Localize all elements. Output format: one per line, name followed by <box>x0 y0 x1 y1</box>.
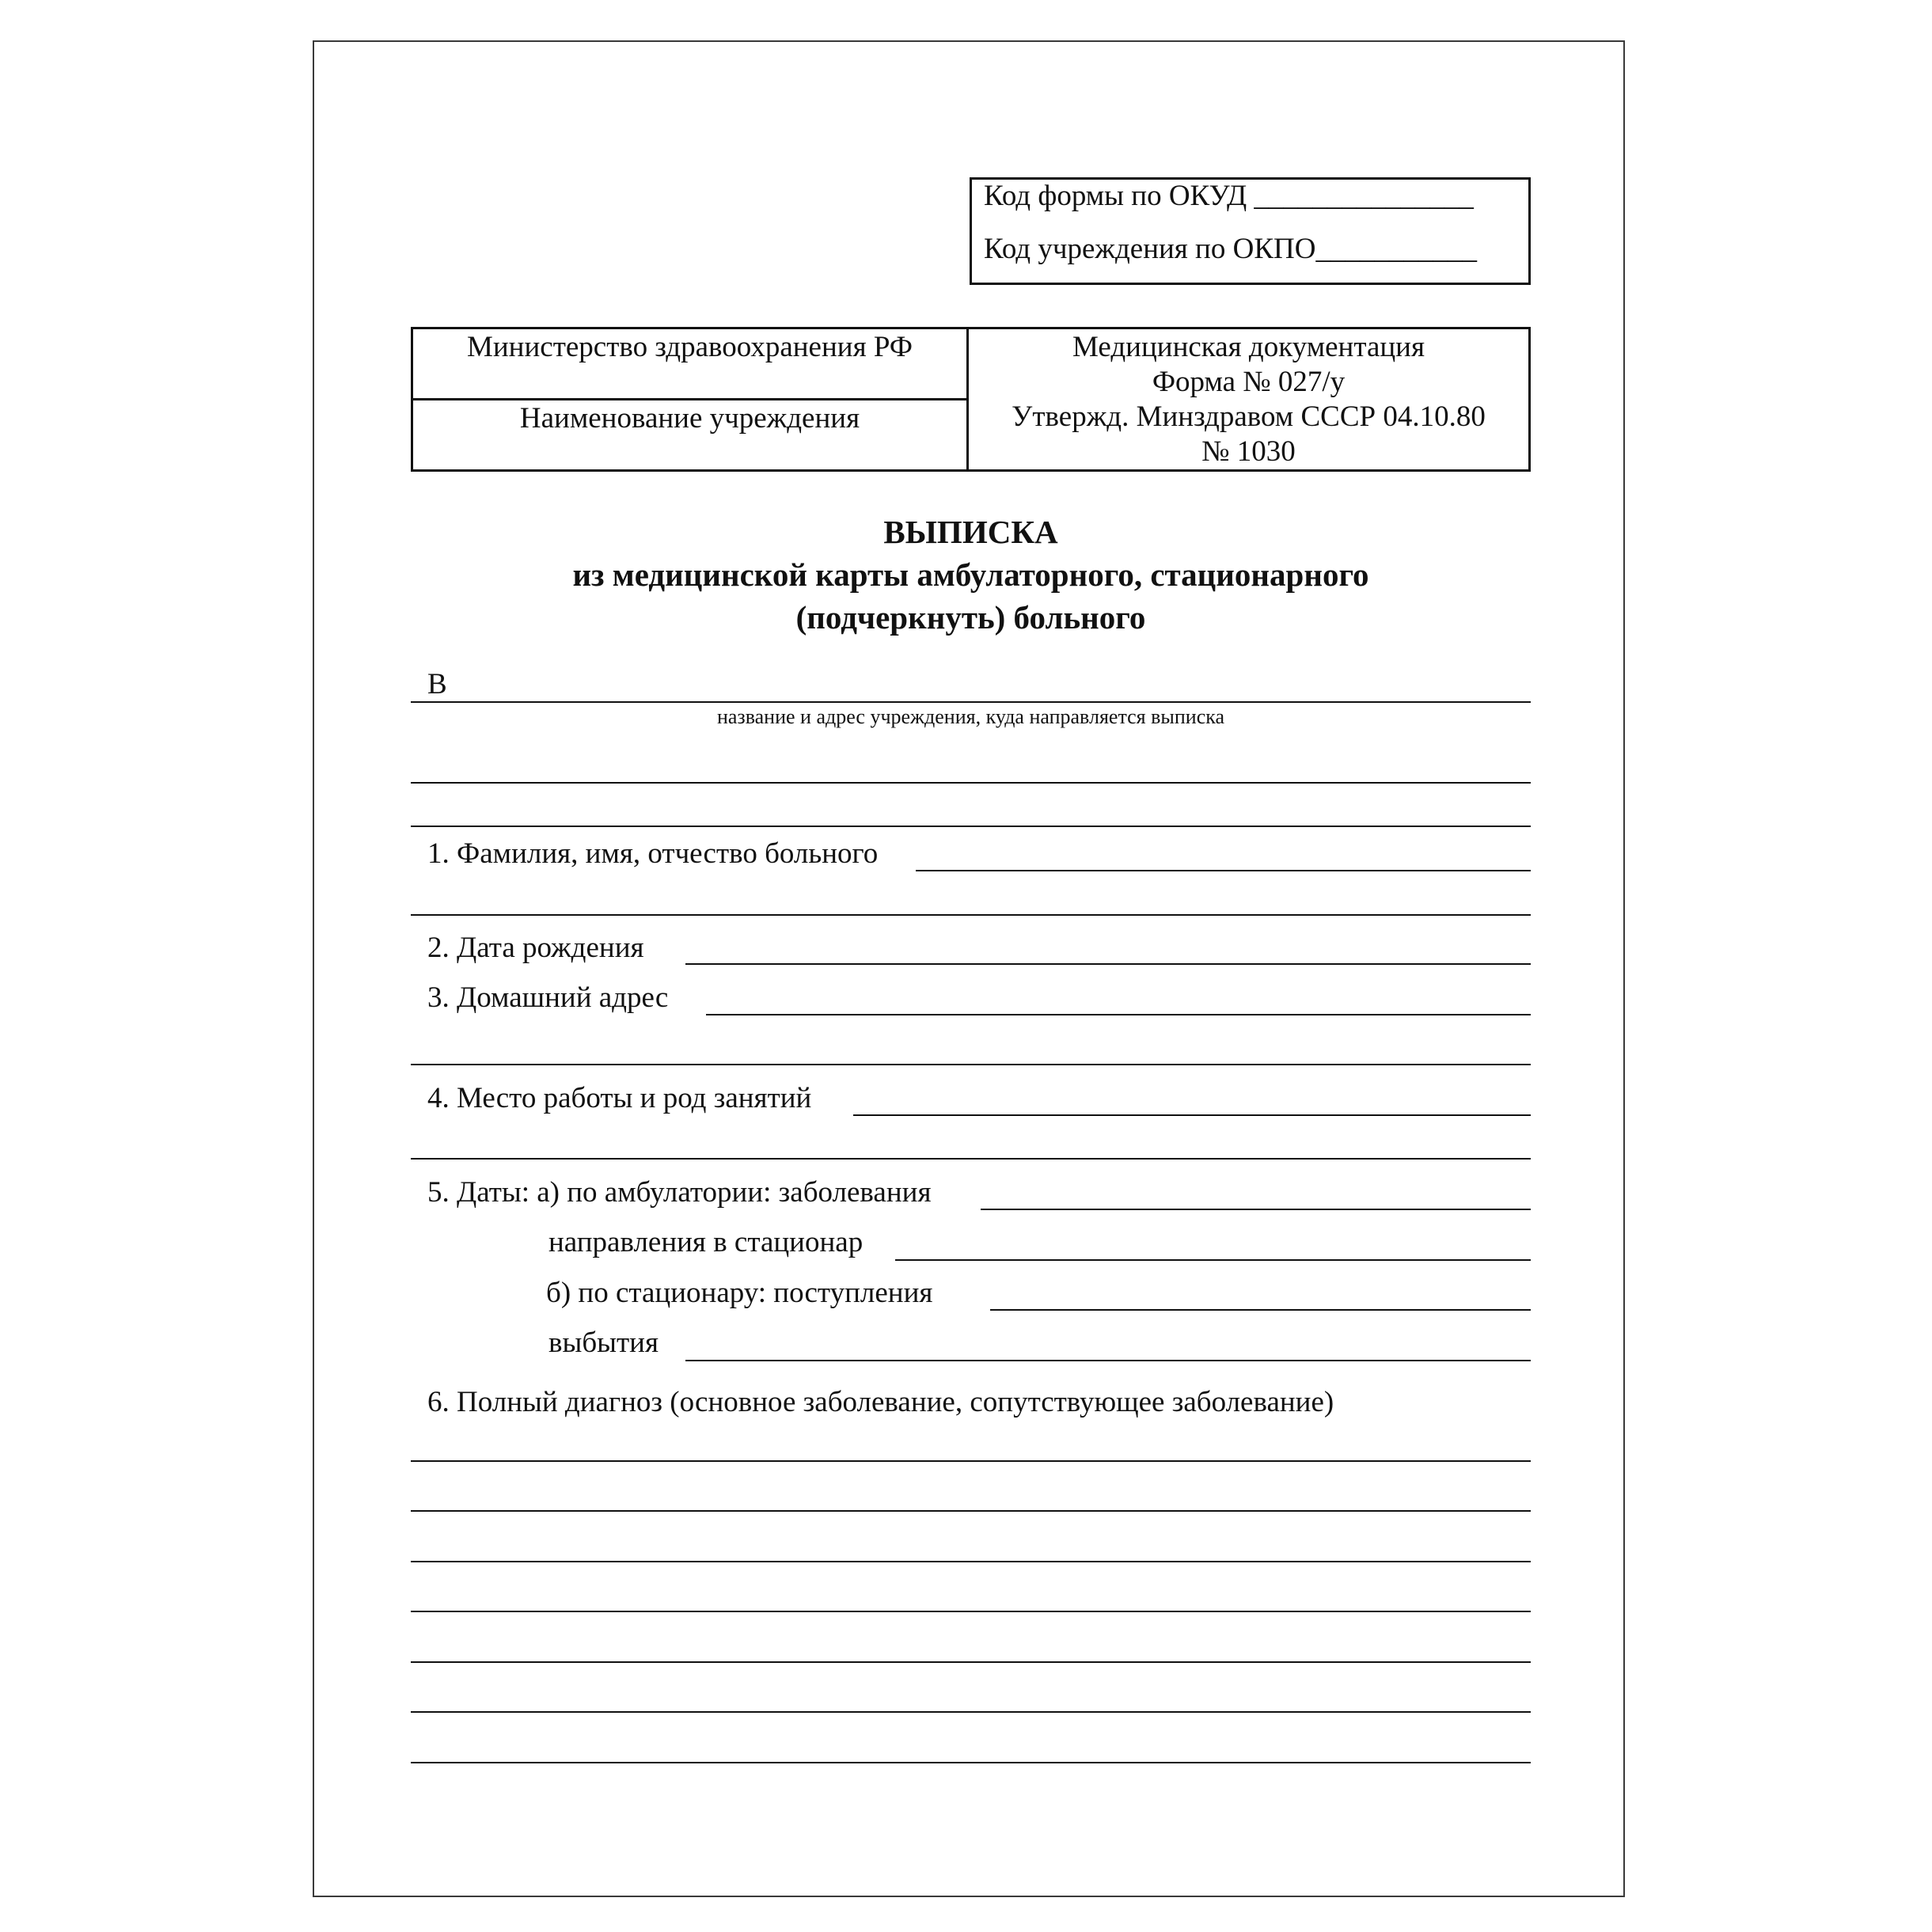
diagnosis-line-2[interactable] <box>411 1510 1531 1512</box>
field-dates-discharge-line[interactable] <box>685 1360 1531 1361</box>
okud-code-label[interactable]: Код формы по ОКУД _______________ <box>984 180 1474 212</box>
document-title: ВЫПИСКА <box>883 514 1058 550</box>
doc-type-label: Медицинская документация <box>1072 331 1425 363</box>
okpo-code-label[interactable]: Код учреждения по ОКПО___________ <box>984 233 1477 265</box>
field-full-name-label: 1. Фамилия, имя, отчество больного <box>427 837 879 870</box>
field-workplace-line-2[interactable] <box>411 1158 1531 1160</box>
recipient-line-2[interactable] <box>411 782 1531 784</box>
field-full-name-line[interactable] <box>916 870 1531 871</box>
field-full-name-line-2[interactable] <box>411 914 1531 916</box>
field-dates-referral-label: направления в стационар <box>548 1226 864 1258</box>
document-subtitle-note: (подчеркнуть) больного <box>795 599 1146 636</box>
institution-name-label[interactable]: Наименование учреждения <box>519 402 860 435</box>
field-workplace-line[interactable] <box>853 1114 1531 1116</box>
recipient-line-3[interactable] <box>411 826 1531 827</box>
field-diagnosis-label: 6. Полный диагноз (основное заболевание, сопутствующее заболевание) <box>427 1386 1334 1418</box>
recipient-caption: название и адрес учреждения, куда направляется выписка <box>716 705 1225 728</box>
field-dates-admission-label: б) по стационару: поступления <box>546 1277 933 1309</box>
field-dates-admission-line[interactable] <box>990 1309 1531 1311</box>
field-dates-discharge-label: выбытия <box>548 1327 659 1359</box>
diagnosis-line-3[interactable] <box>411 1561 1531 1562</box>
diagnosis-line-6[interactable] <box>411 1711 1531 1713</box>
diagnosis-line-5[interactable] <box>411 1661 1531 1663</box>
field-birth-date-label: 2. Дата рождения <box>427 932 644 964</box>
approval-label: Утвержд. Минздравом СССР 04.10.80 <box>1012 400 1486 433</box>
field-home-address-label: 3. Домашний адрес <box>427 981 669 1014</box>
ministry-label: Министерство здравоохранения РФ <box>466 331 913 363</box>
field-workplace-label: 4. Место работы и род занятий <box>427 1082 812 1114</box>
header-table-row-divider <box>411 398 968 400</box>
field-dates-outpatient-line[interactable] <box>981 1209 1531 1210</box>
field-birth-date-line[interactable] <box>685 963 1531 965</box>
field-home-address-line-2[interactable] <box>411 1064 1531 1065</box>
recipient-line[interactable] <box>411 701 1531 703</box>
document-subtitle: из медицинской карты амбулаторного, стационарного <box>572 556 1369 593</box>
form-number-label: Форма № 027/у <box>1152 366 1346 398</box>
order-number-label: № 1030 <box>1201 435 1296 468</box>
recipient-prefix: В <box>427 668 447 700</box>
field-home-address-line[interactable] <box>706 1014 1531 1015</box>
field-dates-outpatient-label: 5. Даты: а) по амбулатории: заболевания <box>427 1176 932 1209</box>
diagnosis-line-1[interactable] <box>411 1460 1531 1462</box>
diagnosis-line-4[interactable] <box>411 1611 1531 1612</box>
form-sheet <box>313 40 1625 1897</box>
diagnosis-line-7[interactable] <box>411 1762 1531 1763</box>
field-dates-referral-line[interactable] <box>895 1259 1531 1261</box>
